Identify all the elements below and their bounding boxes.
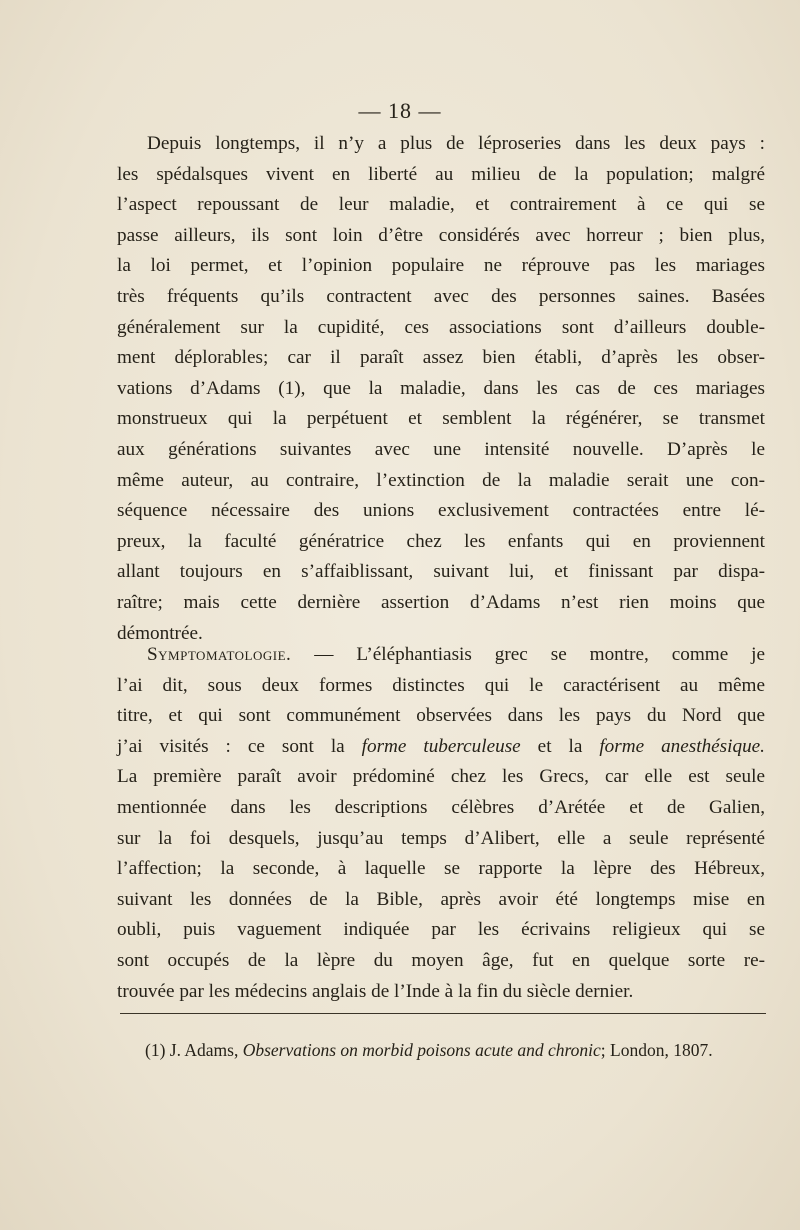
text-run: j’ai visités : ce sont la (117, 735, 362, 757)
italic-term: forme anesthésique. (599, 735, 765, 757)
text-line (117, 640, 765, 671)
text-line: l’ai dit, sous deux formes distinctes qui le caractérisent au même (117, 674, 765, 696)
text-line: preux, la faculté génératrice chez les enfants qui en proviennent (117, 530, 765, 552)
text-run: et la (520, 735, 600, 757)
text-line: les spédalsques vivent en liberté au milieu de la population; malgré (117, 163, 765, 185)
text-line: titre, et qui sont communément observées dans les pays du Nord que (117, 705, 765, 727)
text-line: très fréquents qu’ils contractent avec des personnes saines. Basées (117, 285, 765, 307)
text-line: généralement sur la cupidité, ces associations sont d’ailleurs double- (117, 316, 765, 338)
text-line: ment déplorables; car il paraît assez bien établi, d’après les obser- (117, 347, 765, 369)
italic-term: forme tuberculeuse (361, 735, 521, 757)
text-line: trouvée par les médecins anglais de l’Inde à la fin du siècle dernier. (117, 980, 634, 1002)
text-line: mentionnée dans les descriptions célèbres d’Arétée et de Galien, (117, 796, 765, 818)
text-line: l’affection; la seconde, à laquelle se rapporte la lèpre des Hébreux, (117, 858, 765, 880)
text-line: Depuis longtemps, il n’y a plus de léproseries dans les deux pays : (147, 133, 765, 154)
footnote-title: Observations on morbid poisons acute and chronic (242, 1040, 601, 1060)
footnote-prefix: (1) J. Adams, (145, 1040, 243, 1060)
text-line: oubli, puis vaguement indiquée par les écrivains religieux qui se (117, 919, 765, 941)
text-line: séquence nécessaire des unions exclusivement contractées entre lé- (117, 500, 765, 522)
text-line: même auteur, au contraire, l’extinction de la maladie serait une con- (117, 469, 765, 491)
text-line: La première paraît avoir prédominé chez les Grecs, car elle est seule (117, 766, 765, 788)
text-line: sont occupés de la lèpre du moyen âge, fut en quelque sorte re- (117, 949, 765, 971)
text-line: la loi permet, et l’opinion populaire ne réprouve pas les mariages (117, 255, 765, 277)
text-line: raître; mais cette dernière assertion d’Adams n’est rien moins que (117, 591, 765, 613)
page-number: — 18 — (358, 98, 442, 123)
text-line: aux générations suivantes avec une intensité nouvelle. D’après le (117, 438, 765, 460)
text-line: monstrueux qui la perpétuent et semblent la régénérer, se transmet (117, 408, 765, 430)
text-run: — L’éléphantiasis grec se montre, comme je (291, 644, 765, 665)
text-line: passe ailleurs, ils sont loin d’être considérés avec horreur ; bien plus, (117, 224, 765, 246)
text-line: démontrée. (117, 622, 203, 644)
paragraph-leprosy-marriages (117, 129, 765, 649)
text-line: vations d’Adams (1), que la maladie, dans les cas de ces mariages (117, 377, 765, 399)
text-line: l’aspect repoussant de leur maladie, et contrairement à ce qui se (117, 194, 765, 216)
footnote-divider (120, 1013, 766, 1014)
text-line: sur la foi desquels, jusqu’au temps d’Alibert, elle a seule représenté (117, 827, 765, 849)
text-line: suivant les données de la Bible, après avoir été longtemps mise en (117, 888, 765, 910)
footnote (145, 1038, 765, 1062)
text-line (117, 732, 765, 763)
paragraph-symptomatologie (117, 640, 765, 1007)
section-heading: Symptomatologie. (147, 644, 292, 665)
text-line: allant toujours en s’affaiblissant, suivant lui, et finissant par dispa- (117, 561, 765, 583)
footnote-suffix: ; London, 1807. (600, 1040, 713, 1060)
